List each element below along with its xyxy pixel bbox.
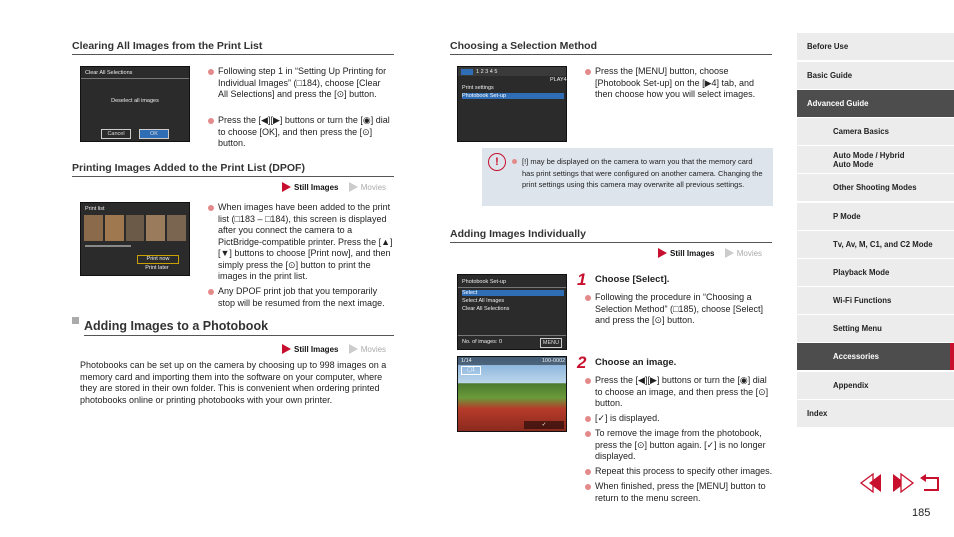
sidebar-item-label: Camera Basics (833, 127, 889, 136)
clear-bullet-1: Following step 1 in “Setting Up Printing for Individual Images” (□184), choose [Clear All Selections] and press the [⊙] button. (218, 66, 390, 101)
sidebar-item-label: Advanced Guide (807, 99, 869, 108)
mode-indicator: Still Images Movies (658, 248, 762, 258)
sidebar-item-label: Wi-Fi Functions (833, 296, 892, 305)
sidebar-item-p-mode[interactable] (797, 203, 954, 230)
photobook-setup-screen (457, 274, 567, 350)
sidebar-item-label: P Mode (833, 212, 861, 221)
step-title-1: Choose [Select]. (595, 274, 670, 285)
ok-button[interactable]: OK (139, 129, 169, 139)
file-number: 100-0002 (542, 358, 566, 364)
mode-indicator: Still Images Movies (282, 344, 386, 354)
section-heading-method: Choosing a Selection Method (450, 40, 772, 55)
sidebar-item-playback-mode[interactable] (797, 259, 954, 286)
dpof-bullet-1: When images have been added to the print list (□183 – □184), this screen is displayed after you connect the camera to a PictBridge-compatible printer. Press the [▲][▼] buttons to choose [Print now], and then simply press the [⊙] button to print the images in the print list. (218, 202, 396, 283)
page-number: 185 (912, 507, 931, 519)
sidebar-item-index[interactable] (797, 400, 954, 427)
step-number-2: 2 (577, 353, 587, 372)
note-text: [!] may be displayed on the camera to warn you that the memory card has print settings that were configured on another camera. Changing the print settings using this camera may overwrite all previous settings. (522, 157, 763, 189)
sidebar-item-label: Accessories (833, 352, 879, 361)
sidebar-item-label: Auto Mode / Hybrid Auto Mode (833, 150, 905, 169)
sidebar-item-label: Playback Mode (833, 268, 890, 277)
print-now-option[interactable]: Print now (137, 255, 179, 264)
step2-bullet-4: Repeat this process to specify other images. (595, 466, 773, 476)
next-page-icon[interactable] (893, 474, 913, 492)
menu-button[interactable]: MENU (540, 338, 562, 348)
menu-item-clear-all[interactable]: Clear All Selections (462, 306, 510, 312)
sidebar-item-before-use[interactable] (797, 33, 954, 60)
sidebar-item-accessories[interactable] (797, 343, 954, 370)
prev-page-icon[interactable] (861, 474, 881, 492)
step-number-1: 1 (577, 270, 587, 289)
sidebar-item-appendix[interactable] (797, 372, 954, 399)
step2-bullet-3: To remove the image from the photobook, press the [⊙] button again. [✓] is no longer displayed. (595, 428, 773, 463)
sidebar-item-label: Index (807, 409, 828, 418)
sidebar-item-other-shooting-modes[interactable] (797, 174, 954, 201)
image-index: 1/14 (461, 358, 472, 364)
movies-icon (725, 248, 734, 258)
screen-title: Photobook Set-up (462, 279, 507, 285)
print-list-screen (80, 202, 190, 276)
sidebar-item-label: Tv, Av, M, C1, and C2 Mode (833, 240, 933, 249)
screen-title: Clear All Selections (85, 70, 133, 76)
menu-item-select-all[interactable]: Select All Images (462, 298, 505, 304)
return-icon[interactable] (920, 474, 938, 490)
section-heading-clear: Clearing All Images from the Print List (72, 40, 394, 55)
sidebar-item-tv-av-m-c1-and-c2-mode[interactable] (797, 231, 954, 258)
step-title-2: Choose an image. (595, 357, 677, 368)
check-icon: ✓ (524, 421, 564, 429)
thumbnail-strip (84, 215, 186, 241)
menu-item-photobook-setup[interactable]: Photobook Set-up (462, 93, 564, 99)
movies-icon (349, 344, 358, 354)
page-nav (860, 472, 942, 494)
image-select-screen (457, 356, 567, 432)
sidebar-item-label: Before Use (807, 42, 849, 51)
clear-all-screen (80, 66, 190, 142)
movies-icon (349, 182, 358, 192)
selection-method-screen (457, 66, 567, 142)
sidebar-item-setting-menu[interactable] (797, 315, 954, 342)
dpof-bullet-2: Any DPOF print job that you temporarily stop will be resumed from the next image. (218, 286, 396, 309)
note-box (482, 148, 773, 206)
clear-bullet-2: Press the [◀][▶] buttons or turn the [◉] dial to choose [OK], and then press the [⊙] button. (218, 115, 390, 148)
heading-marker (72, 317, 79, 324)
sidebar-item-label: Other Shooting Modes (833, 183, 917, 192)
still-images-icon (282, 344, 291, 354)
sidebar-item-label: Basic Guide (807, 71, 853, 80)
step1-bullet: Following the procedure in “Choosing a Selection Method” (□185), choose [Select] and press the [⊙] button. (595, 292, 773, 327)
section-heading-photobook: Adding Images to a Photobook (84, 319, 394, 336)
menu-tabs: 1 2 3 4 5 (476, 69, 498, 75)
sidebar-item-label: Setting Menu (833, 324, 882, 333)
sidebar-item-camera-basics[interactable] (797, 118, 954, 145)
sidebar-item-label: Appendix (833, 381, 869, 390)
method-bullet: Press the [MENU] button, choose [Photobook Set-up] on the [▶4] tab, and then choose how you will select images. (595, 66, 773, 101)
step2-bullet-2: [✓] is displayed. (595, 413, 773, 425)
image-count: No. of images: 0 (462, 339, 503, 345)
sidebar-item-auto-mode-hybrid-auto-mode[interactable] (797, 146, 954, 173)
screen-title: Print list (85, 206, 105, 212)
screen-message: Deselect all images (111, 98, 159, 104)
menu-item-print-settings[interactable]: Print settings (462, 85, 494, 91)
tab-label: PLAY4 (550, 77, 567, 83)
step2-bullet-1: Press the [◀][▶] buttons or turn the [◉] dial to choose an image, and then press the [⊙] button. (595, 375, 773, 410)
still-images-icon (658, 248, 667, 258)
cancel-button[interactable]: Cancel (101, 129, 131, 139)
sidebar-item-wi-fi-functions[interactable] (797, 287, 954, 314)
warning-icon: ! (488, 153, 506, 171)
sidebar-item-basic-guide[interactable] (797, 62, 954, 89)
print-later-option[interactable]: Print later (145, 265, 169, 271)
step2-bullet-5: When finished, press the [MENU] button to return to the menu screen. (595, 481, 773, 504)
photobook-icon: ▢1 (461, 366, 481, 375)
section-heading-individual: Adding Images Individually (450, 228, 772, 243)
menu-item-select[interactable]: Select (462, 290, 564, 296)
still-images-icon (282, 182, 291, 192)
mode-indicator: Still Images Movies (282, 182, 386, 192)
photobook-paragraph: Photobooks can be set up on the camera by choosing up to 998 images on a memory card and importing them into the software on your computer, where they are stored in their own folder. This is convenient when ordering printed photobooks online or printing photobooks with your own printer. (80, 360, 387, 405)
section-heading-dpof: Printing Images Added to the Print List (DPOF) (72, 162, 394, 177)
sidebar-item-advanced-guide[interactable] (797, 90, 954, 117)
